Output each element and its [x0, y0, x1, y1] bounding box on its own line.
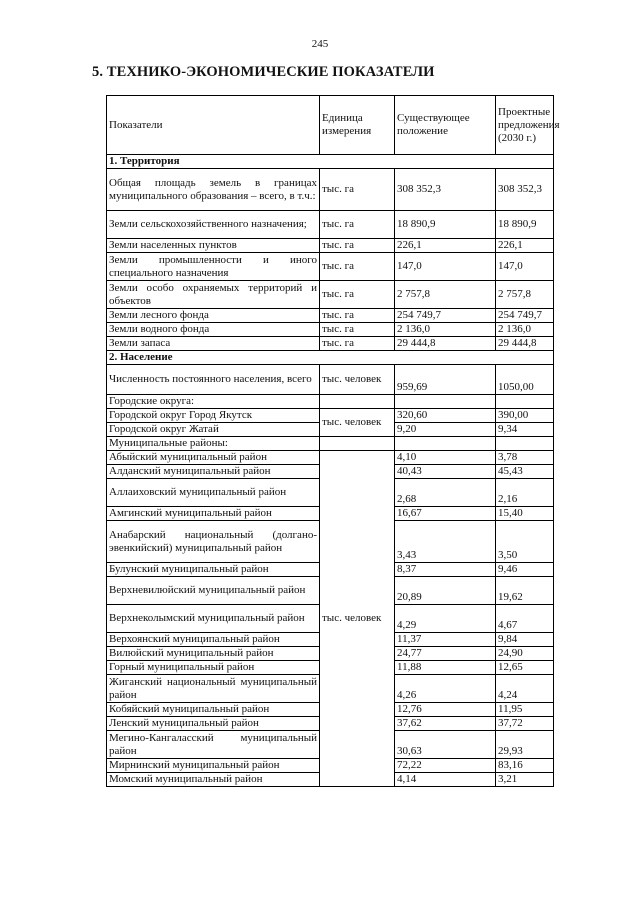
territory-name: Земли запаса [107, 337, 320, 351]
urban-proposed: 390,00 [496, 409, 554, 423]
territory-row [107, 211, 554, 239]
district-proposed: 9,84 [496, 633, 554, 647]
district-row [107, 451, 554, 465]
population-total-name: Численность постоянного населения, всего [107, 365, 320, 395]
territory-name: Земли промышленности и иного специального назначения [107, 253, 320, 281]
header-unit: Единица измерения [320, 96, 395, 155]
district-existing: 4,29 [395, 605, 496, 633]
territory-unit: тыс. га [320, 337, 395, 351]
territory-name: Общая площадь земель в границах муниципального образования – всего, в т.ч.: [107, 169, 320, 211]
urban-existing: 9,20 [395, 423, 496, 437]
territory-unit: тыс. га [320, 309, 395, 323]
territory-proposed: 254 749,7 [496, 309, 554, 323]
district-existing: 30,63 [395, 731, 496, 759]
population-total-row [107, 365, 554, 395]
territory-existing: 254 749,7 [395, 309, 496, 323]
urban-label-row [107, 395, 554, 409]
territory-unit: тыс. га [320, 239, 395, 253]
territory-existing: 18 890,9 [395, 211, 496, 239]
district-name: Момский муниципальный район [107, 773, 320, 787]
territory-unit: тыс. га [320, 253, 395, 281]
district-proposed: 3,78 [496, 451, 554, 465]
district-proposed: 29,93 [496, 731, 554, 759]
district-unit: тыс. человек [320, 451, 395, 787]
district-proposed: 3,21 [496, 773, 554, 787]
district-name: Анабарский национальный (долгано-эвенкийский) муниципальный район [107, 521, 320, 563]
table-header-row [107, 96, 554, 155]
district-name: Ленский муниципальный район [107, 717, 320, 731]
district-name: Мегино-Кангаласский муниципальный район [107, 731, 320, 759]
district-proposed: 15,40 [496, 507, 554, 521]
urban-label: Городские округа: [107, 395, 320, 409]
territory-unit: тыс. га [320, 211, 395, 239]
section-title-territory: 1. Территория [107, 155, 554, 169]
urban-label-existing [395, 395, 496, 409]
district-proposed: 37,72 [496, 717, 554, 731]
population-total-unit: тыс. человек [320, 365, 395, 395]
header-proposed: Проектные предложения (2030 г.) [496, 96, 554, 155]
territory-row [107, 253, 554, 281]
urban-name: Городской округ Город Якутск [107, 409, 320, 423]
population-total-existing: 959,69 [395, 365, 496, 395]
territory-existing: 2 757,8 [395, 281, 496, 309]
territory-existing: 226,1 [395, 239, 496, 253]
district-existing: 37,62 [395, 717, 496, 731]
territory-row [107, 281, 554, 309]
territory-proposed: 226,1 [496, 239, 554, 253]
district-existing: 4,10 [395, 451, 496, 465]
district-proposed: 11,95 [496, 703, 554, 717]
district-proposed: 83,16 [496, 759, 554, 773]
urban-existing: 320,60 [395, 409, 496, 423]
district-existing: 3,43 [395, 521, 496, 563]
territory-unit: тыс. га [320, 323, 395, 337]
territory-proposed: 2 757,8 [496, 281, 554, 309]
district-name: Алданский муниципальный район [107, 465, 320, 479]
district-name: Абыйский муниципальный район [107, 451, 320, 465]
urban-unit: тыс. человек [320, 409, 395, 437]
district-existing: 16,67 [395, 507, 496, 521]
territory-name: Земли лесного фонда [107, 309, 320, 323]
district-existing: 11,37 [395, 633, 496, 647]
territory-row [107, 309, 554, 323]
district-existing: 12,76 [395, 703, 496, 717]
district-name: Верхневилюйский муниципальный район [107, 577, 320, 605]
territory-row [107, 169, 554, 211]
district-existing: 4,14 [395, 773, 496, 787]
territory-name: Земли водного фонда [107, 323, 320, 337]
district-existing: 40,43 [395, 465, 496, 479]
urban-label-unit [320, 395, 395, 409]
district-proposed: 3,50 [496, 521, 554, 563]
district-name: Булунский муниципальный район [107, 563, 320, 577]
urban-label-proposed [496, 395, 554, 409]
districts-label-existing [395, 437, 496, 451]
territory-proposed: 29 444,8 [496, 337, 554, 351]
section-title-population: 2. Население [107, 351, 554, 365]
territory-proposed: 147,0 [496, 253, 554, 281]
territory-row [107, 239, 554, 253]
districts-label-row [107, 437, 554, 451]
territory-proposed: 18 890,9 [496, 211, 554, 239]
district-existing: 4,26 [395, 675, 496, 703]
district-proposed: 24,90 [496, 647, 554, 661]
territory-unit: тыс. га [320, 169, 395, 211]
district-name: Мирнинский муниципальный район [107, 759, 320, 773]
territory-unit: тыс. га [320, 281, 395, 309]
districts-label: Муниципальные районы: [107, 437, 320, 451]
district-proposed: 12,65 [496, 661, 554, 675]
section-row-population [107, 351, 554, 365]
territory-row [107, 337, 554, 351]
district-existing: 8,37 [395, 563, 496, 577]
page-number: 245 [311, 38, 329, 50]
territory-proposed: 308 352,3 [496, 169, 554, 211]
district-proposed: 2,16 [496, 479, 554, 507]
district-name: Амгинский муниципальный район [107, 507, 320, 521]
district-proposed: 45,43 [496, 465, 554, 479]
indicators-table [106, 95, 560, 787]
territory-existing: 147,0 [395, 253, 496, 281]
territory-name: Земли особо охраняемых территорий и объектов [107, 281, 320, 309]
territory-row [107, 323, 554, 337]
territory-existing: 2 136,0 [395, 323, 496, 337]
section-title: 5. ТЕХНИКО-ЭКОНОМИЧЕСКИЕ ПОКАЗАТЕЛИ [92, 64, 435, 80]
urban-proposed: 9,34 [496, 423, 554, 437]
district-name: Кобяйский муниципальный район [107, 703, 320, 717]
district-name: Горный муниципальный район [107, 661, 320, 675]
district-existing: 20,89 [395, 577, 496, 605]
territory-proposed: 2 136,0 [496, 323, 554, 337]
district-existing: 72,22 [395, 759, 496, 773]
district-proposed: 9,46 [496, 563, 554, 577]
header-indicator: Показатели [107, 96, 320, 155]
district-name: Верхнеколымский муниципальный район [107, 605, 320, 633]
territory-name: Земли населенных пунктов [107, 239, 320, 253]
district-name: Аллаиховский муниципальный район [107, 479, 320, 507]
district-existing: 24,77 [395, 647, 496, 661]
population-total-proposed: 1050,00 [496, 365, 554, 395]
section-row-territory [107, 155, 554, 169]
header-existing: Существующее положение [395, 96, 496, 155]
district-name: Вилюйский муниципальный район [107, 647, 320, 661]
urban-name: Городской округ Жатай [107, 423, 320, 437]
district-existing: 2,68 [395, 479, 496, 507]
district-name: Жиганский национальный муниципальный район [107, 675, 320, 703]
urban-row [107, 409, 554, 423]
territory-existing: 308 352,3 [395, 169, 496, 211]
district-proposed: 4,24 [496, 675, 554, 703]
district-proposed: 4,67 [496, 605, 554, 633]
territory-existing: 29 444,8 [395, 337, 496, 351]
districts-label-proposed [496, 437, 554, 451]
district-existing: 11,88 [395, 661, 496, 675]
district-name: Верхоянский муниципальный район [107, 633, 320, 647]
territory-name: Земли сельскохозяйственного назначения; [107, 211, 320, 239]
districts-label-unit [320, 437, 395, 451]
district-proposed: 19,62 [496, 577, 554, 605]
